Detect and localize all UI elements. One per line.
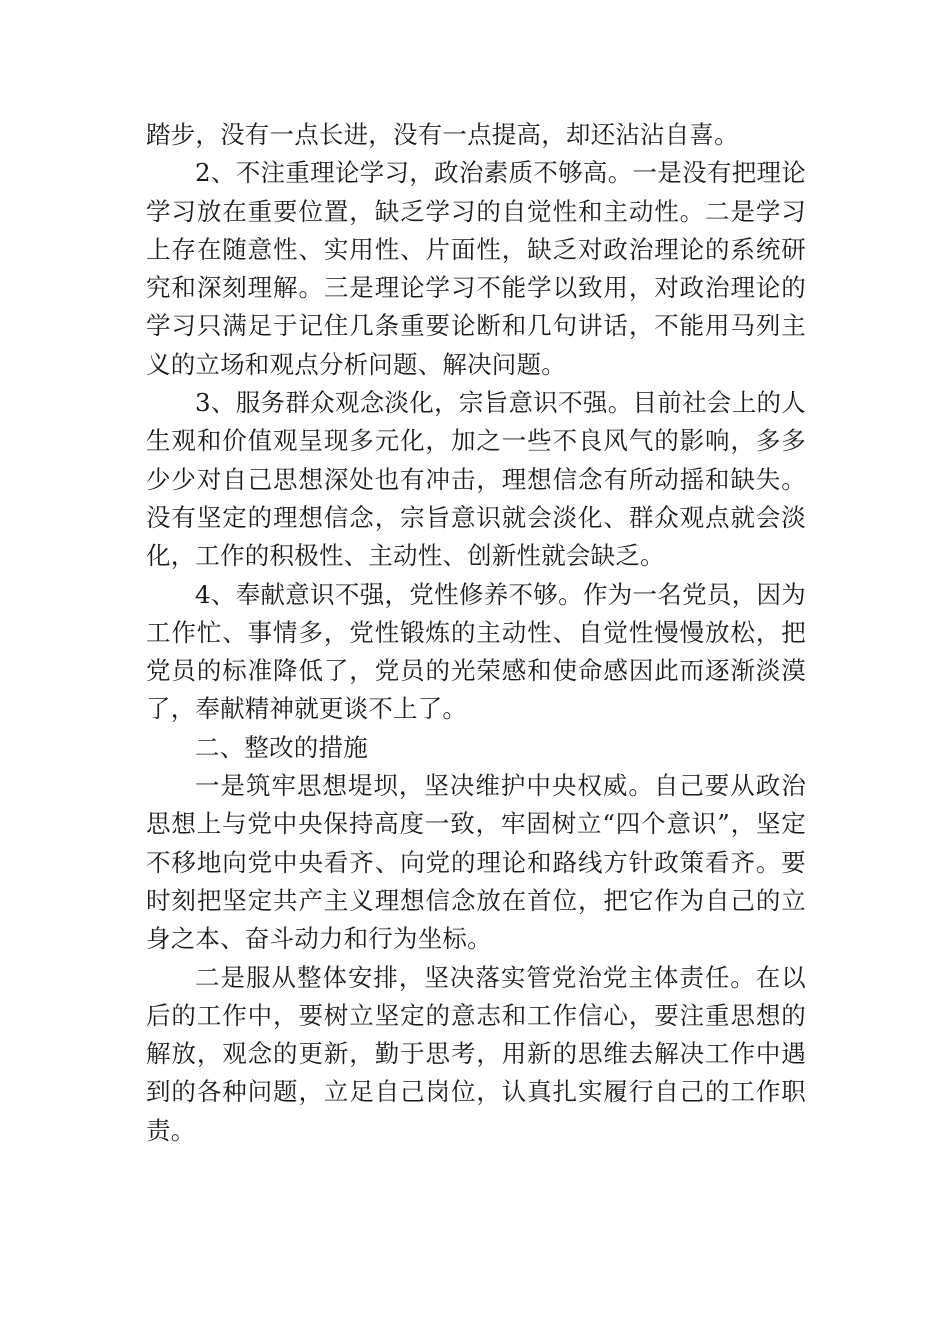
paragraph-measure-1: 一是筑牢思想堤坝，坚决维护中央权威。自己要从政治思想上与党中央保持高度一致，牢固树立“四个意识”，坚定不移地向党中央看齐、向党的理论和路线方针政策看齐。要时刻把坚定共产主义理想信念放在首位，把它作为自己的立身之本、奋斗动力和行为坐标。 [146, 771, 806, 954]
paragraph-continuation: 踏步，没有一点长进，没有一点提高，却还沾沾自喜。 [146, 120, 739, 149]
paragraph-item-3: 3、服务群众观念淡化，宗旨意识不强。目前社会上的人生观和价值观呈现多元化，加之一些不良风气的影响，多多少少对自己思想深处也有冲击，理想信念有所动摇和缺失。没有坚定的理想信念，宗旨意识就会淡化、群众观点就会淡化，工作的积极性、主动性、创新性就会缺乏。 [146, 388, 806, 571]
document-body [146, 116, 806, 1150]
paragraph-item-2: 2、不注重理论学习，政治素质不够高。一是没有把理论学习放在重要位置，缺乏学习的自觉性和主动性。二是学习上存在随意性、实用性、片面性，缺乏对政治理论的系统研究和深刻理解。三是理论学习不能学以致用，对政治理论的学习只满足于记住几条重要论断和几句讲话，不能用马列主义的立场和观点分析问题、解决问题。 [146, 158, 806, 379]
paragraph-measure-2: 二是服从整体安排，坚决落实管党治党主体责任。在以后的工作中，要树立坚定的意志和工作信心，要注重思想的解放，观念的更新，勤于思考，用新的思维去解决工作中遇到的各种问题，立足自己岗位，认真扎实履行自己的工作职责。 [146, 962, 806, 1145]
section-heading: 二、整改的措施 [195, 732, 368, 762]
paragraph-item-4: 4、奉献意识不强，党性修养不够。作为一名党员，因为工作忙、事情多，党性锻炼的主动性、自觉性慢慢放松，把党员的标准降低了，党员的光荣感和使命感因此而逐渐淡漠了，奉献精神就更谈不上了。 [146, 579, 806, 724]
